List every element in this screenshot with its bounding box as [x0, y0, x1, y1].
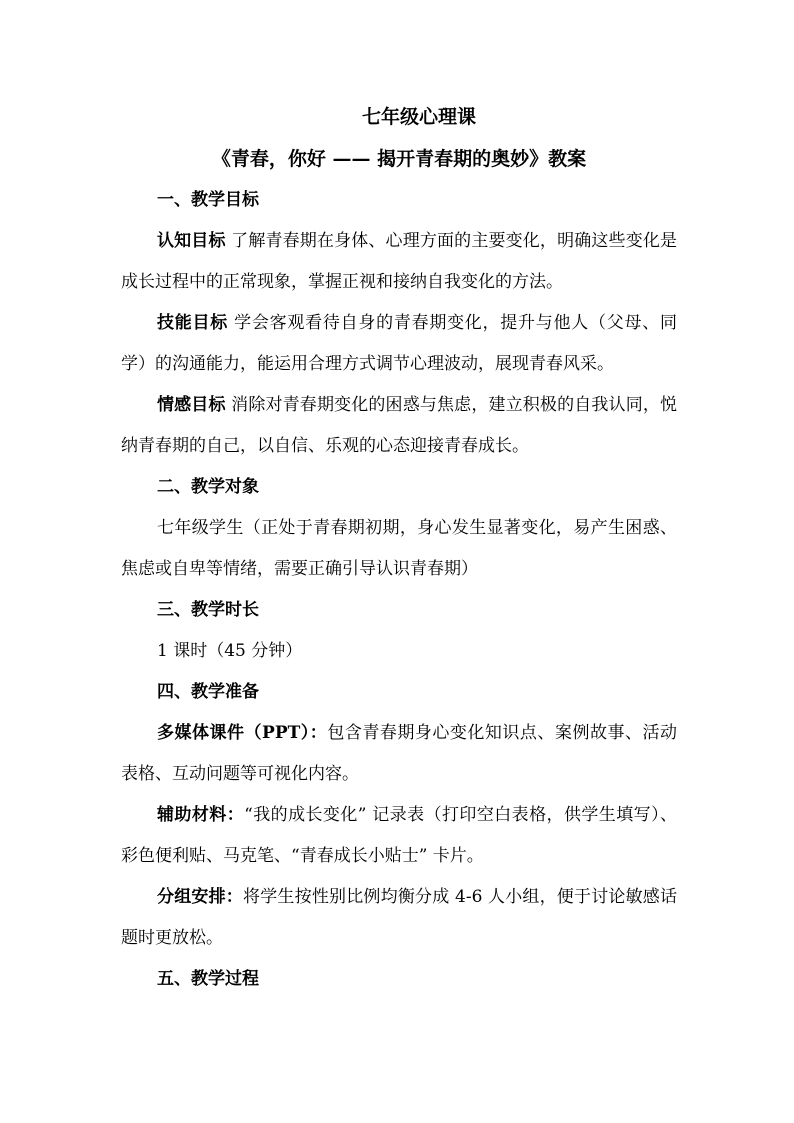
section-heading-preparation: 四、教学准备 [157, 682, 259, 702]
section-heading-duration: 三、教学时长 [157, 600, 259, 620]
prep-materials-label: 辅助材料： [157, 805, 245, 825]
objective-skill-text: 学会客观看待自身的青春期变化，提升与他人（父母、同学）的沟通能力，能运用合理方式调节心理波动，展现青春风采。 [121, 313, 678, 374]
prep-grouping-text: 将学生按性别比例均衡分成 4-6 人小组，便于讨论敏感话题时更放松。 [121, 887, 678, 948]
prep-materials-text: “我的成长变化” 记录表（打印空白表格，供学生填写）、彩色便利贴、马克笔、“青春成长小贴士” 卡片。 [121, 805, 677, 866]
prep-materials [121, 795, 677, 877]
section-heading-process: 五、教学过程 [157, 969, 259, 989]
document-subtitle: 《青春，你好 —— 揭开青春期的奥妙》教案 [211, 148, 587, 170]
prep-multimedia-text: 包含青春期身心变化知识点、案例故事、活动表格、互动问题等可视化内容。 [121, 723, 678, 784]
prep-grouping-label: 分组安排： [157, 887, 244, 907]
objective-emotion [121, 385, 677, 467]
audience-text: 七年级学生（正处于青春期初期，身心发生显著变化，易产生困惑、焦虑或自卑等情绪，需要正确引导认识青春期） [121, 518, 677, 579]
objective-cognitive-label: 认知目标 [157, 231, 226, 251]
objective-cognitive [121, 221, 677, 303]
document-title: 七年级心理课 [361, 106, 476, 128]
prep-grouping [121, 877, 677, 959]
section-heading-audience: 二、教学对象 [157, 477, 259, 497]
prep-multimedia [121, 713, 677, 795]
duration-text: 1 课时（45 分钟） [157, 641, 303, 661]
objective-emotion-label: 情感目标 [157, 395, 226, 415]
section-heading-objectives: 一、教学目标 [157, 190, 259, 210]
objective-emotion-text: 消除对青春期变化的困惑与焦虑，建立积极的自我认同，悦纳青春期的自己，以自信、乐观的心态迎接青春成长。 [121, 395, 678, 456]
prep-multimedia-label: 多媒体课件（PPT）： [157, 723, 328, 743]
document-body [121, 96, 677, 1000]
objective-skill-label: 技能目标 [157, 313, 228, 333]
objective-skill [121, 303, 677, 385]
objective-cognitive-text: 了解青春期在身体、心理方面的主要变化，明确这些变化是成长过程中的正常现象，掌握正视和接纳自我变化的方法。 [121, 231, 678, 292]
